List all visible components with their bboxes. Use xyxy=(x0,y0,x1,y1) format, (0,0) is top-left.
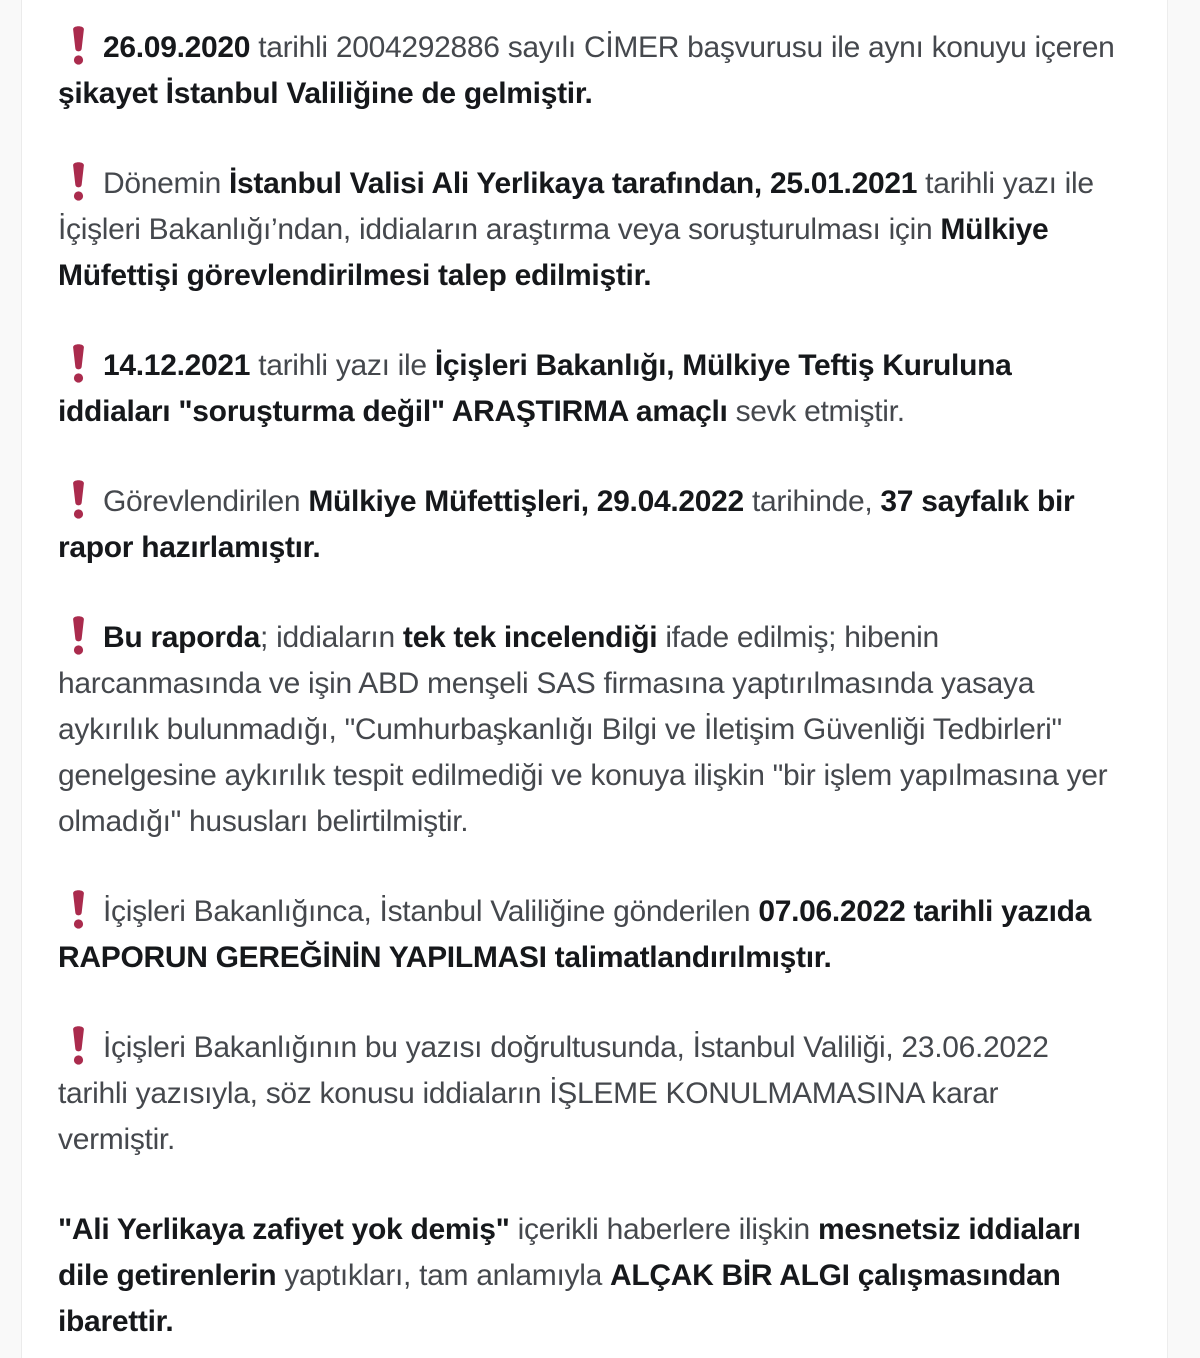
red-exclamation-icon xyxy=(72,615,85,655)
text-run-bold: şikayet İstanbul Valiliğine de gelmiştir. xyxy=(58,77,593,110)
text-run-bold: "Ali Yerlikaya zafiyet yok demiş" xyxy=(58,1213,510,1246)
post-paragraph xyxy=(58,343,1115,435)
red-exclamation-icon xyxy=(72,479,85,519)
post-text-body xyxy=(22,0,1167,1345)
post-card xyxy=(21,0,1168,1358)
text-run-regular: tarihli 2004292886 sayılı CİMER başvurusu ile aynı konuyu içeren xyxy=(250,31,1115,64)
post-paragraph xyxy=(58,479,1115,571)
post-paragraph xyxy=(58,889,1115,981)
text-run-bold: Bu raporda xyxy=(103,621,261,654)
text-run-regular: İçişleri Bakanlığının bu yazısı doğrultusunda, İstanbul Valiliği, 23.06.2022 tarihli yazısıyla, söz konusu iddiaların İŞLEME KONULMAMASINA karar vermiştir. xyxy=(58,1031,1049,1156)
text-run-regular: Görevlendirilen xyxy=(103,485,309,518)
text-run-bold: 37 sayfalık bir rapor hazırlamıştır. xyxy=(58,485,1075,564)
text-run-regular: Dönemin xyxy=(103,167,229,200)
text-run-bold: 14.12.2021 xyxy=(103,349,251,382)
text-run-bold: mesnetsiz iddiaları dile getirenlerin xyxy=(58,1213,1081,1292)
text-run-regular: tarihli yazı ile İçişleri Bakanlığı’ndan, iddiaların araştırma veya soruşturulması için xyxy=(58,167,1094,246)
text-run-bold: İçişleri Bakanlığı, Mülkiye Teftiş Kuruluna iddiaları "soruşturma değil" ARAŞTIRMA amaçlı xyxy=(58,349,1012,428)
post-paragraph xyxy=(58,25,1115,117)
text-run-regular: içerikli haberlere ilişkin xyxy=(509,1213,818,1246)
text-run-regular: sevk etmiştir. xyxy=(727,395,905,428)
text-run-bold: Mülkiye Müfettişi görevlendirilmesi talep edilmiştir. xyxy=(58,213,1049,292)
text-run-bold: tek tek incelendiği xyxy=(402,621,658,654)
text-run-regular: tarihli yazı ile xyxy=(250,349,435,382)
text-run-regular: yaptıkları, tam anlamıyla xyxy=(276,1259,610,1292)
red-exclamation-icon xyxy=(72,343,85,383)
red-exclamation-icon xyxy=(72,889,85,929)
text-run-bold: 26.09.2020 xyxy=(103,31,251,64)
red-exclamation-icon xyxy=(72,25,85,65)
post-paragraph xyxy=(58,161,1115,299)
red-exclamation-icon xyxy=(72,161,85,201)
text-run-bold: Mülkiye Müfettişleri, 29.04.2022 xyxy=(308,485,744,518)
text-run-regular: tarihinde, xyxy=(743,485,881,518)
text-run-regular: İçişleri Bakanlığınca, İstanbul Valiliğine gönderilen xyxy=(103,895,759,928)
text-run-bold: İstanbul Valisi Ali Yerlikaya tarafından, 25.01.2021 xyxy=(229,167,918,200)
text-run-bold: 07.06.2022 tarihli yazıda RAPORUN GEREĞİNİN YAPILMASI talimatlandırılmıştır. xyxy=(58,895,1092,974)
red-exclamation-icon xyxy=(72,1025,85,1065)
text-run-regular: ; iddiaların xyxy=(260,621,403,654)
post-paragraph xyxy=(58,615,1115,845)
text-run-regular: ifade edilmiş; hibenin harcanmasında ve işin ABD menşeli SAS firmasına yaptırılmasında yasaya aykırılık bulunmadığı, "Cumhurbaşkanlığı Bilgi ve İletişim Güvenliği Tedbirleri" genelgesine aykırılık tespit edilmediği ve konuya ilişkin "bir işlem yapılmasına yer olmadığı" hususları belirtilmiştir. xyxy=(58,621,1108,838)
post-paragraph xyxy=(58,1025,1115,1163)
text-run-bold: ALÇAK BİR ALGI çalışmasından ibarettir. xyxy=(58,1259,1061,1338)
post-paragraph xyxy=(58,1207,1115,1345)
